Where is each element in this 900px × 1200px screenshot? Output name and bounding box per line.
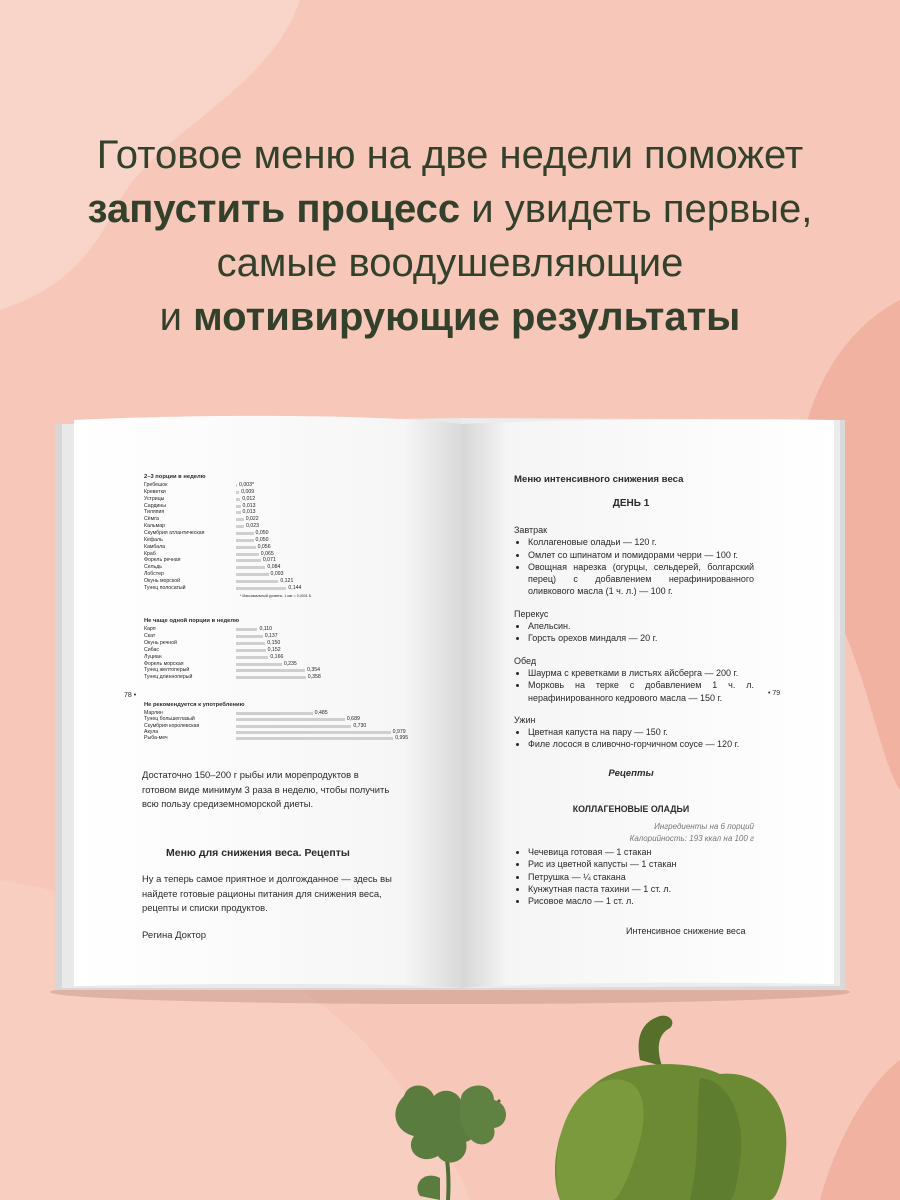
headline-line-3: самые воодушевляющие	[216, 241, 684, 285]
dinner-label: Ужин	[514, 714, 536, 725]
chart-bar-value: 0,121	[280, 577, 294, 584]
chart-bar-value: 0,013	[242, 502, 256, 509]
chart-bar-value: 0,689	[346, 716, 360, 723]
chart-bar-value: 0,144	[288, 584, 302, 591]
chart-row-label: Марлин	[144, 710, 163, 716]
lunch-label: Обед	[514, 655, 537, 666]
chart-bar-value: 0,979	[392, 728, 406, 735]
list-item: • Апельсин.	[528, 620, 754, 632]
chart-row-label: Тунец большеглазый	[144, 716, 195, 723]
chart-bar-value: 0,065	[260, 550, 274, 557]
snack-label: Перекус	[514, 608, 549, 619]
list-item: • Овощная нарезка (огурцы, сельдерей, болгарский перец) с добавлением нерафинированного оливкового масла (1 ч. л.) — 100 г.	[528, 561, 754, 598]
chart-bar-value: 0,137	[264, 632, 278, 639]
parsley-icon	[395, 1085, 506, 1200]
chart3-title: Не рекомендуется к употреблению	[144, 702, 245, 708]
chart-bar-value: 0,995	[395, 735, 409, 742]
chart-bar-value: 0,152	[267, 646, 281, 653]
chart-row-label: Форель морская	[144, 660, 184, 667]
chart-bar-value: 0,354	[307, 667, 320, 674]
chart-bar-value: 0,166	[270, 653, 284, 660]
headline-line-2-rest: и увидеть первые,	[460, 187, 813, 231]
list-item: • Морковь на терке с добавлением 1 ч. л. нерафинированного кедрового масла — 150 г.	[528, 679, 754, 704]
chart-row-label: Тунец полосатый	[144, 584, 186, 591]
chart-row-label: Рыба-меч	[144, 735, 168, 742]
chart-row-label: Тунец желтоперый	[144, 667, 190, 674]
right-page-number: • 79	[768, 690, 781, 697]
chart-bar-value: 0,050	[255, 529, 269, 536]
headline-bold-2: мотивирующие результаты	[193, 295, 741, 339]
chart-row-label: Акула	[144, 728, 159, 735]
chart-row-label: Кальмар	[144, 523, 165, 530]
chart-bar-value: 0,023	[246, 523, 260, 530]
right-footer: Интенсивное снижение веса	[626, 926, 746, 936]
chart-bar-value: 0,013	[242, 509, 256, 516]
left-author: Регина Доктор	[142, 930, 207, 941]
chart-row-label: Тунец длинноперый	[144, 674, 193, 681]
list-item: • Петрушка — ¼ стакана	[528, 871, 754, 883]
chart-row-label: Скат	[144, 632, 156, 639]
day-title: ДЕНЬ 1	[612, 498, 650, 509]
chart-row-label: Сибас	[144, 646, 159, 653]
chart-row-label: Форель речная	[144, 557, 181, 564]
chart-row-label: Окунь речной	[144, 639, 177, 646]
chart-row-label: Луциан	[144, 653, 162, 660]
left-heading: Меню для снижения веса. Рецепты	[166, 847, 350, 859]
chart-row-label: Тиляпия	[144, 509, 165, 516]
chart-row-label: Камбала	[144, 543, 166, 550]
chart-row-label: Скумбрия атлантическая	[144, 529, 205, 536]
chart-row-label: Карп	[144, 626, 156, 632]
list-item: • Филе лосося в сливочно-горчичном соусе — 120 г.	[528, 738, 754, 750]
chart2-title: Не чаще одной порции в неделю	[144, 618, 240, 624]
list-item: • Цветная капуста на пару — 150 г.	[528, 726, 754, 738]
headline-bold-1: запустить процесс	[87, 187, 461, 231]
chart-row-label: Устрицы	[144, 495, 165, 502]
right-page-number-value: 79	[772, 690, 781, 697]
chart-row-label: Скумбрия королевская	[144, 722, 200, 729]
calories-note: Калорийность: 193 ккал на 100 г	[629, 834, 754, 843]
chart-row-label: Сардины	[144, 502, 166, 509]
chart-bar-value: 0,056	[257, 543, 271, 550]
list-item: • Рис из цветной капусты — 1 стакан	[528, 858, 754, 870]
chart-bar-value: 0,012	[242, 495, 256, 502]
chart-bar-value: 0,730	[353, 722, 367, 729]
ingredients-note: Ингредиенты на 6 порций	[654, 822, 754, 831]
breakfast-label: Завтрак	[514, 525, 548, 535]
chart-row-label: Гребешок	[144, 482, 168, 488]
left-page-number-value: 78	[124, 692, 132, 699]
list-item: • Шаурма с креветками в листьях айсберга — 200 г.	[528, 667, 754, 679]
chart-row-label: Сёмга	[144, 516, 159, 523]
list-item: • Чечевица готовая — 1 стакан	[528, 846, 754, 858]
list-item: • Рисовое масло — 1 ст. л.	[528, 895, 754, 907]
list-item: • Горсть орехов миндаля — 20 г.	[528, 632, 754, 644]
left-paragraph-1: Достаточно 150–200 г рыбы или морепродуктов в готовом виде минимум 3 раза в неделю, чтобы получить всю пользу средиземноморской диеты.	[142, 769, 390, 809]
chart-bar-value: 0,009	[241, 488, 255, 495]
list-item: • Коллагеновые оладьи — 120 г.	[528, 536, 754, 548]
chart-bar-value: 0,093	[270, 571, 284, 578]
headline-line-1: Готовое меню на две недели поможет	[96, 133, 804, 177]
chart-bar-value: 0,050	[255, 536, 269, 543]
chart-row-label: Лобстер	[144, 571, 164, 578]
chart-bar-value: 0,003*	[239, 482, 255, 488]
chart1-footnote: * Максимальный уровень. 1 мкг = 0,0001 Б.	[240, 594, 313, 598]
chart1-title: 2–3 порции в неделю	[144, 474, 206, 480]
list-item: • Кунжутная паста тахини — 1 ст. л.	[528, 883, 754, 895]
chart-bar-value: 0,485	[314, 710, 328, 716]
recipe-title: КОЛЛАГЕНОВЫЕ ОЛАДЬИ	[572, 804, 690, 814]
chart-bar-value: 0,084	[267, 564, 281, 571]
chart-bar-value: 0,071	[262, 557, 276, 564]
chart-row-label: Креветки	[144, 488, 166, 495]
left-page-number: 78 •	[124, 692, 137, 699]
recipes-label: Рецепты	[608, 768, 654, 779]
chart-row-label: Краб	[144, 550, 156, 557]
list-item: • Омлет со шпинатом и помидорами черри — 100 г.	[528, 549, 754, 561]
chart-row-label: Кефаль	[144, 536, 163, 543]
menu-title: Меню интенсивного снижения веса	[514, 474, 684, 485]
bell-pepper-icon	[555, 1016, 786, 1200]
headline-line-4-pre: и	[159, 295, 194, 339]
chart-row-label: Окунь морской	[144, 577, 181, 584]
chart-bar-value: 0,110	[259, 626, 273, 632]
chart-bar-value: 0,150	[267, 639, 281, 646]
chart-bar-value: 0,235	[283, 660, 297, 667]
chart-bar-value: 0,358	[307, 674, 321, 681]
chart-row-label: Сельдь	[144, 564, 162, 571]
left-paragraph-2: Ну а теперь самое приятное и долгожданное — здесь вы найдете готовые рационы питания для снижения веса, рецепты и списки продуктов.	[142, 873, 392, 913]
chart-bar-value: 0,022	[245, 516, 259, 523]
